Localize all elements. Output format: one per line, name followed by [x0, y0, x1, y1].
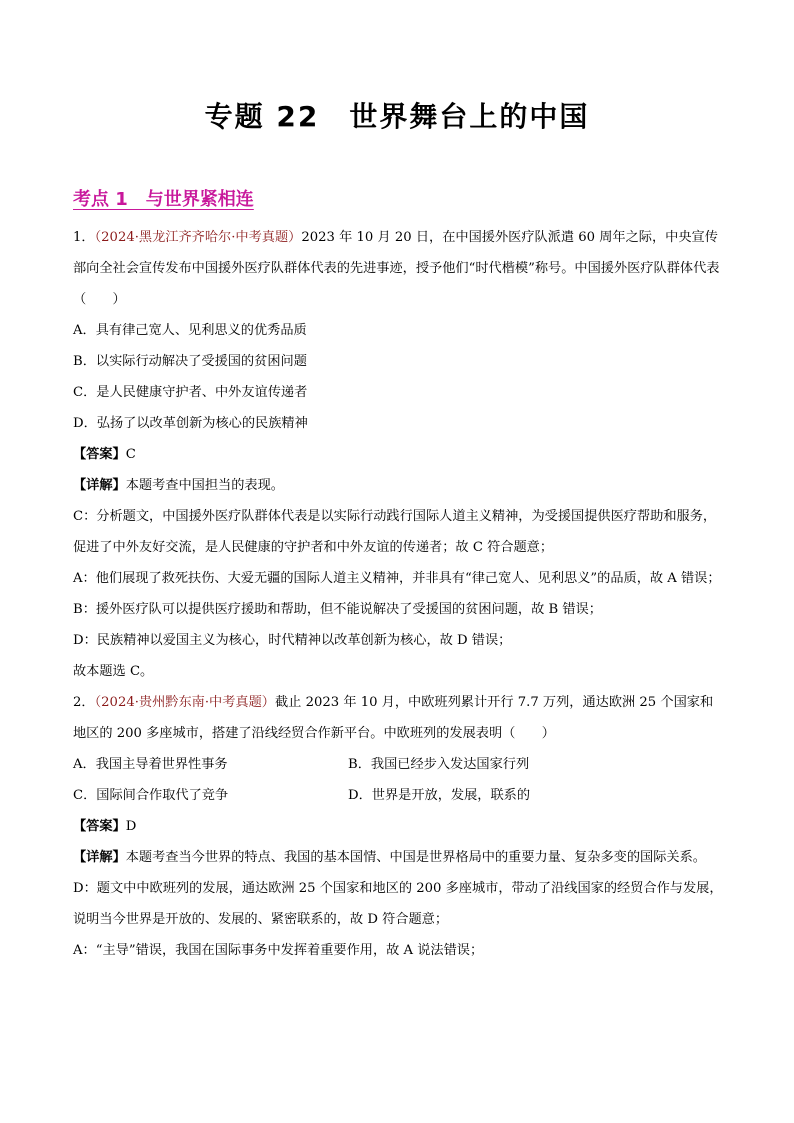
question-2-stem	[73, 687, 723, 749]
explanation: 故本题选 C。	[73, 664, 154, 679]
question-source: （2024·贵州黔东南·中考真题）	[94, 695, 275, 710]
question-text: 截止 2023 年 10 月，中欧班列累计开行 7.7 万列，通达欧洲 25 个国家和地区的 200 多座城市，搭建了沿线经贸合作新平台。中欧班列的发展表明（ ）	[73, 695, 714, 741]
option-d: D．弘扬了以改革创新为核心的民族精神	[73, 416, 308, 431]
explanation: A：“主导”错误，我国在国际事务中发挥着重要作用，故 A 说法错误；	[73, 943, 484, 958]
answer-tag: 【答案】	[73, 819, 126, 834]
option-a: A．具有律己宽人、见利思义的优秀品质	[73, 323, 307, 338]
explanation: D：民族精神以爱国主义为核心，时代精神以改革创新为核心，故 D 错误；	[73, 633, 512, 648]
question-number: 1．	[73, 230, 95, 245]
explanation: D：题文中中欧班列的发展，通达欧洲 25 个国家和地区的 200 多座城市，带动了沿线国家的经贸合作与发展，说明当今世界是开放的、发展的、紧密联系的，故 D 符合题意；	[73, 881, 723, 927]
detail-tag: 【详解】	[73, 850, 126, 865]
option-b: B．我国已经步入发达国家行列	[348, 757, 530, 772]
detail-line	[73, 470, 723, 501]
option-d: D．世界是开放，发展，联系的	[348, 788, 531, 803]
answer-value: C	[125, 447, 136, 462]
explanation: B：援外医疗队可以提供医疗援助和帮助，但不能说解决了受援国的贫困问题，故 B 错误；	[73, 602, 602, 617]
option-b: B．以实际行动解决了受援国的贫困问题	[73, 354, 307, 369]
question-text: 2023 年 10 月 20 日，在中国援外医疗队派遣 60 周年之际，中央宣传部向全社会宣传发布中国援外医疗队群体代表的先进事迹，授予他们“时代楷模”称号。中国援外医疗队群体代表（ ）	[73, 230, 720, 307]
detail-line	[73, 842, 723, 873]
option-c: C．国际间合作取代了竞争	[73, 788, 229, 803]
explanation: A：他们展现了救死扶伤、大爱无疆的国际人道主义精神，并非具有“律己宽人、见利思义”的品质，故 A 错误；	[73, 571, 721, 586]
options-row	[73, 749, 723, 780]
explanation: C：分析题文，中国援外医疗队群体代表是以实际行动践行国际人道主义精神，为受援国提供医疗帮助和服务，促进了中外友好交流，是人民健康的守护者和中外友谊的传递者；故 C 符合题意；	[73, 509, 717, 555]
document-body	[73, 222, 723, 966]
section-heading: 考点 1 与世界紧相连	[73, 189, 254, 210]
question-source: （2024·黑龙江齐齐哈尔·中考真题）	[94, 230, 302, 245]
question-1-stem	[73, 222, 723, 315]
answer-value: D	[125, 819, 137, 834]
options-row	[73, 780, 723, 811]
option-c: C．是人民健康守护者、中外友谊传递者	[73, 385, 308, 400]
question-number: 2．	[73, 695, 95, 710]
answer-line	[73, 811, 723, 842]
answer-line	[73, 439, 723, 470]
detail-text: 本题考查中国担当的表现。	[125, 478, 284, 493]
page-title: 专题 22 世界舞台上的中国	[204, 100, 590, 133]
detail-text: 本题考查当今世界的特点、我国的基本国情、中国是世界格局中的重要力量、复杂多变的国际关系。	[125, 850, 706, 865]
option-a: A．我国主导着世界性事务	[73, 757, 228, 772]
answer-tag: 【答案】	[73, 447, 126, 462]
detail-tag: 【详解】	[73, 478, 126, 493]
